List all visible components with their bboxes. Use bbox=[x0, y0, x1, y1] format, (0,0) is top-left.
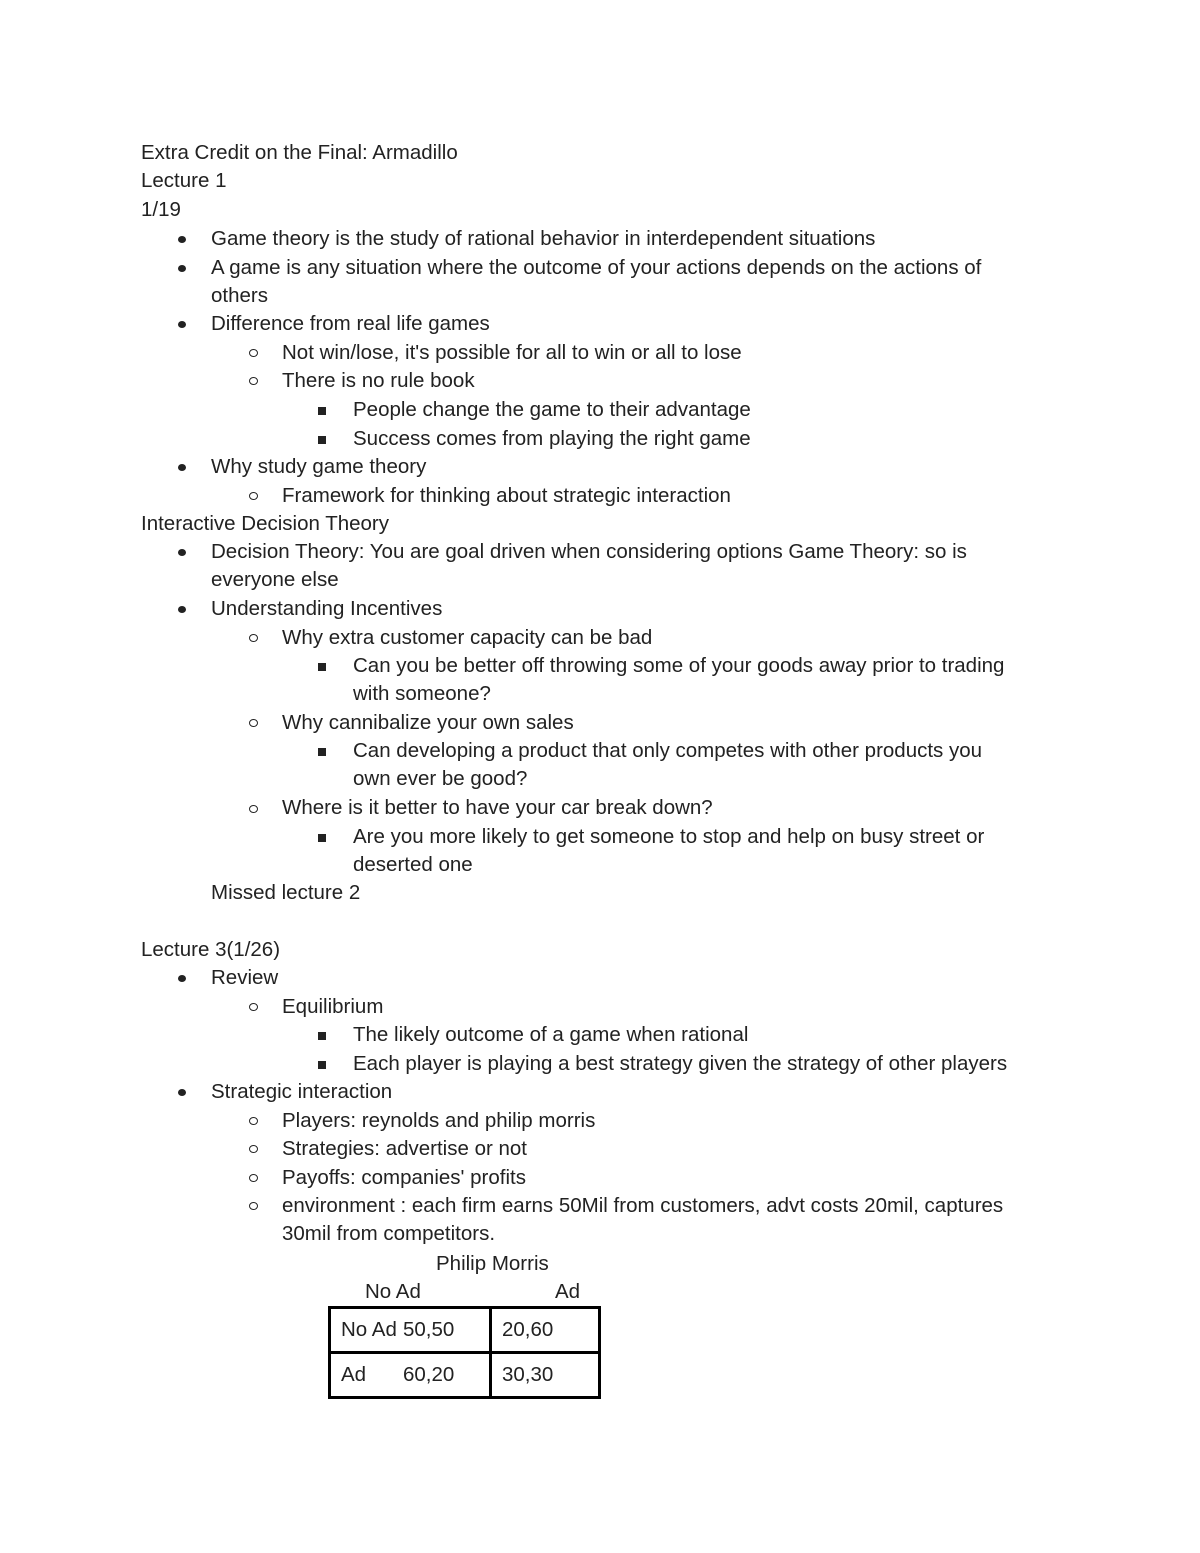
list-item: Strategies: advertise or not bbox=[282, 1137, 527, 1160]
list-item: Framework for thinking about strategic interaction bbox=[282, 484, 731, 507]
list-item: Why cannibalize your own sales bbox=[282, 711, 574, 734]
bullet-square-icon bbox=[318, 748, 326, 756]
list-item: There is no rule book bbox=[282, 369, 475, 392]
table-cell bbox=[491, 1308, 600, 1353]
list-item-continuation: 30mil from competitors. bbox=[282, 1222, 496, 1245]
bullet-disc-icon bbox=[178, 321, 186, 328]
row-label: No Ad bbox=[341, 1318, 397, 1341]
bullet-circle-icon bbox=[249, 634, 258, 642]
list-item-continuation: own ever be good? bbox=[353, 767, 528, 790]
list-item: Success comes from playing the right game bbox=[353, 427, 751, 450]
bullet-circle-icon bbox=[249, 719, 258, 727]
bullet-disc-icon bbox=[178, 549, 186, 556]
document-title: Extra Credit on the Final: Armadillo bbox=[141, 141, 458, 164]
list-item: Payoffs: companies' profits bbox=[282, 1166, 526, 1189]
list-item: The likely outcome of a game when rational bbox=[353, 1023, 749, 1046]
payoff-value: 30,30 bbox=[502, 1363, 554, 1386]
bullet-disc-icon bbox=[178, 1089, 186, 1096]
table-row bbox=[330, 1308, 600, 1353]
payoff-value: 20,60 bbox=[502, 1318, 554, 1341]
bullet-disc-icon bbox=[178, 265, 186, 272]
bullet-disc-icon bbox=[178, 236, 186, 243]
list-item: Why extra customer capacity can be bad bbox=[282, 626, 653, 649]
payoff-value: 60,20 bbox=[403, 1363, 455, 1386]
section-heading: Interactive Decision Theory bbox=[141, 512, 390, 535]
list-item: Where is it better to have your car break down? bbox=[282, 796, 713, 819]
lecture-1-date: 1/19 bbox=[141, 198, 181, 221]
list-item: Difference from real life games bbox=[211, 312, 490, 335]
list-item: Strategic interaction bbox=[211, 1080, 393, 1103]
list-item-continuation: others bbox=[211, 284, 268, 307]
bullet-disc-icon bbox=[178, 975, 186, 982]
list-item: Review bbox=[211, 966, 279, 989]
bullet-circle-icon bbox=[249, 492, 258, 500]
list-item: People change the game to their advantage bbox=[353, 398, 751, 421]
bullet-square-icon bbox=[318, 834, 326, 842]
bullet-square-icon bbox=[318, 663, 326, 671]
row-label: Ad bbox=[341, 1363, 367, 1386]
list-item: Not win/lose, it's possible for all to win or all to lose bbox=[282, 341, 742, 364]
bullet-circle-icon bbox=[249, 1003, 258, 1011]
list-item: Each player is playing a best strategy given the strategy of other players bbox=[353, 1052, 1008, 1075]
list-item: Players: reynolds and philip morris bbox=[282, 1109, 596, 1132]
lecture-1-heading: Lecture 1 bbox=[141, 169, 227, 192]
bullet-circle-icon bbox=[249, 805, 258, 813]
payoff-column-ad: Ad bbox=[555, 1280, 581, 1303]
bullet-square-icon bbox=[318, 1061, 326, 1069]
payoff-column-player-label: Philip Morris bbox=[436, 1252, 549, 1275]
bullet-circle-icon bbox=[249, 377, 258, 385]
payoff-value: 50,50 bbox=[403, 1318, 455, 1341]
table-row bbox=[330, 1353, 600, 1398]
list-item: Equilibrium bbox=[282, 995, 384, 1018]
table-cell bbox=[330, 1308, 491, 1353]
bullet-circle-icon bbox=[249, 349, 258, 357]
list-item: Understanding Incentives bbox=[211, 597, 443, 620]
bullet-square-icon bbox=[318, 1032, 326, 1040]
bullet-square-icon bbox=[318, 436, 326, 444]
bullet-square-icon bbox=[318, 407, 326, 415]
list-item: Can you be better off throwing some of your goods away prior to trading bbox=[353, 654, 1005, 677]
table-cell bbox=[330, 1353, 491, 1398]
list-item: Can developing a product that only competes with other products you bbox=[353, 739, 983, 762]
bullet-circle-icon bbox=[249, 1145, 258, 1153]
table-cell bbox=[491, 1353, 600, 1398]
payoff-column-no-ad: No Ad bbox=[365, 1280, 421, 1303]
payoff-matrix-table bbox=[328, 1306, 601, 1399]
missed-lecture-note: Missed lecture 2 bbox=[211, 881, 361, 904]
bullet-circle-icon bbox=[249, 1202, 258, 1210]
lecture-3-heading: Lecture 3(1/26) bbox=[141, 938, 281, 961]
list-item: Are you more likely to get someone to stop and help on busy street or bbox=[353, 825, 985, 848]
bullet-disc-icon bbox=[178, 606, 186, 613]
list-item: Decision Theory: You are goal driven when considering options Game Theory: so is bbox=[211, 540, 967, 563]
list-item-continuation: deserted one bbox=[353, 853, 473, 876]
bullet-disc-icon bbox=[178, 464, 186, 471]
list-item-continuation: everyone else bbox=[211, 568, 339, 591]
list-item: A game is any situation where the outcome of your actions depends on the actions of bbox=[211, 256, 982, 279]
list-item: environment : each firm earns 50Mil from customers, advt costs 20mil, captures bbox=[282, 1194, 1004, 1217]
list-item-continuation: with someone? bbox=[353, 682, 491, 705]
bullet-circle-icon bbox=[249, 1117, 258, 1125]
bullet-circle-icon bbox=[249, 1174, 258, 1182]
list-item: Why study game theory bbox=[211, 455, 427, 478]
list-item: Game theory is the study of rational behavior in interdependent situations bbox=[211, 227, 876, 250]
